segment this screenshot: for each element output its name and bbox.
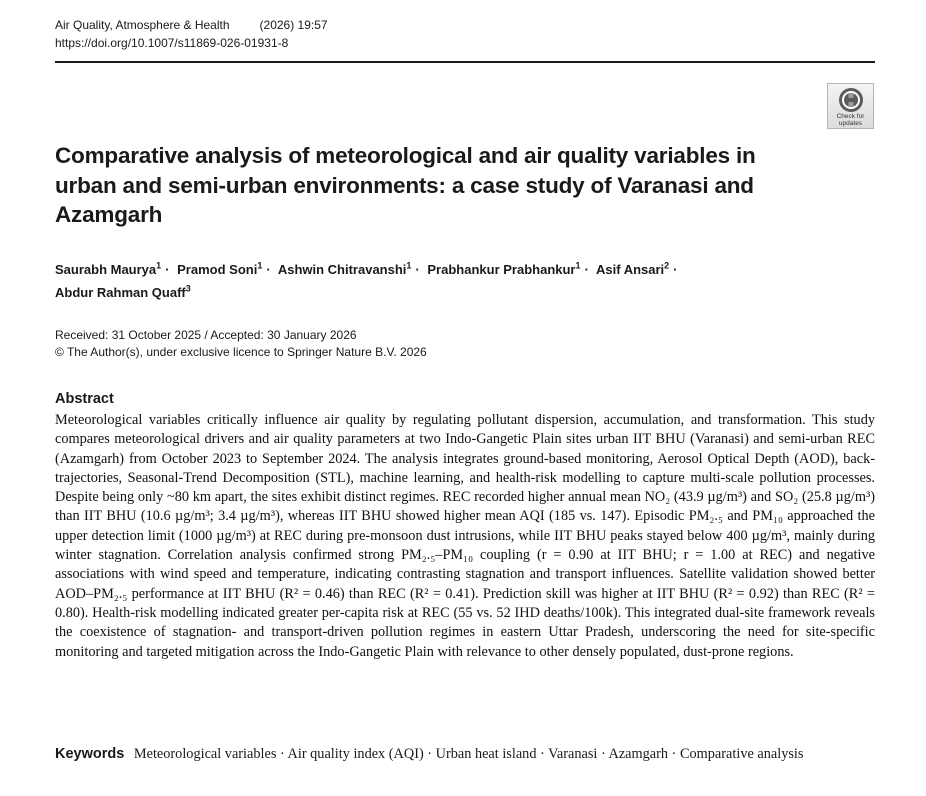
article-title: Comparative analysis of meteorological and air quality variables in urban and semi-urban environments: a case study of Varanasi and Azamgarh — [55, 143, 756, 227]
keyword: Azamgarh — [608, 746, 669, 762]
article-dates — [55, 327, 427, 361]
keyword: Urban heat island — [435, 746, 537, 762]
keyword: Meteorological variables — [133, 746, 277, 762]
check-for-updates-label: Check for updates — [836, 113, 865, 127]
author[interactable]: Abdur Rahman Quaff$^3$ — [55, 283, 191, 300]
author[interactable]: Prabhankur Prabhankur$^1$ — [427, 261, 581, 278]
author[interactable]: Ashwin Chitravanshi$^1$ — [277, 261, 412, 278]
header-divider — [55, 61, 875, 63]
journal-header — [55, 18, 328, 32]
keywords-label: Keywords — [55, 746, 125, 762]
abstract-heading: Abstract — [55, 391, 114, 407]
check-for-updates-button[interactable] — [827, 83, 874, 129]
doi-link[interactable]: https://doi.org/10.1007/s11869-026-01931-8 — [55, 36, 289, 50]
abstract-text: Meteorological variables critically influence air quality by regulating pollutant dispersion, accumulation, and transformation. This study compares meteorological drivers and air quality parameters at two Indo-Gangetic Plain sites urban IIT BHU (Varanasi) and semi-urban REC (Azamgarh) from October 2023 to September 2024. The analysis integrates ground-based monitoring, Aerosol Optical Depth (AOD), back-trajectories, Seasonal-Trend Decomposition (STL), machine learning, and health-risk modelling to capture multi-scale pollution processes. Despite being only ~80 km apart, the sites exhibit distinct regimes. REC recorded higher annual mean NO₂ (43.9 µg/m³) and SO₂ (25.8 µg/m³) than IIT BHU (10.6 µg/m³; 3.4 µg/m³), whereas IIT BHU showed higher mean AQI (185 vs. 147). Episodic PM₂.₅ and PM₁₀ approached the upper detection limit (1000 µg/m³) at REC during pre-monsoon dust intrusions, while IIT BHU peaks stayed below 400 µg/m³, mainly during winter stagnation. Correlation analysis confirmed strong PM₂.₅–PM₁₀ coupling (r = 0.90 at IIT BHU; r = 1.00 at REC) and negative associations with wind speed and temperature, indicating contrasting stagnation and transport influences. Satellite validation showed better AOD–PM₂.₅ performance at IIT BHU (R² = 0.46) than REC (R² = 0.41). Prediction skill was higher at IIT BHU (R² = 0.92) than REC (R² = 0.80). Health-risk modelling indicated greater per-capita risk at REC (55 vs. 52 IHD deaths/100k). This integrated dual-site framework reveals the coexistence of stagnation- and transport-driven pollution regimes in eastern Uttar Pradesh, underscoring the need for site-specific monitoring and targeted mitigation across the Indo-Gangetic Plain with relevance to other densely populated, dust-prone regions. — [55, 412, 875, 660]
crossmark-icon — [838, 87, 864, 113]
received-accepted-dates: Received: 31 October 2025 / Accepted: 30 January 2026 — [55, 328, 357, 342]
keyword: Comparative analysis — [679, 746, 804, 762]
copyright-notice: © The Author(s), under exclusive licence to Springer Nature B.V. 2026 — [55, 345, 427, 359]
author[interactable]: Pramod Soni$^1$ — [177, 261, 263, 278]
author[interactable]: Saurabh Maurya$^1$ — [55, 261, 162, 278]
keywords-section: Keywords Meteorological variables · Air quality index (AQI) · Urban heat island · Varanasi · Azamgarh · Comparative analysis — [55, 746, 804, 762]
keyword: Varanasi — [548, 746, 598, 762]
journal-volume: (2026) 19:57 — [259, 18, 328, 32]
keyword: Air quality index (AQI) — [287, 746, 424, 762]
author[interactable]: Asif Ansari$^2$ — [596, 261, 670, 278]
author-list: Saurabh Maurya$^1$ · Pramod Soni$^1$ · Ashwin Chitravanshi$^1$ · Prabhankur Prabhankur$^1$ · Asif Ansari$^2$ · Abdur Rahman Quaff$^3$ — [55, 261, 678, 300]
journal-name: Air Quality, Atmosphere & Health — [55, 18, 230, 32]
